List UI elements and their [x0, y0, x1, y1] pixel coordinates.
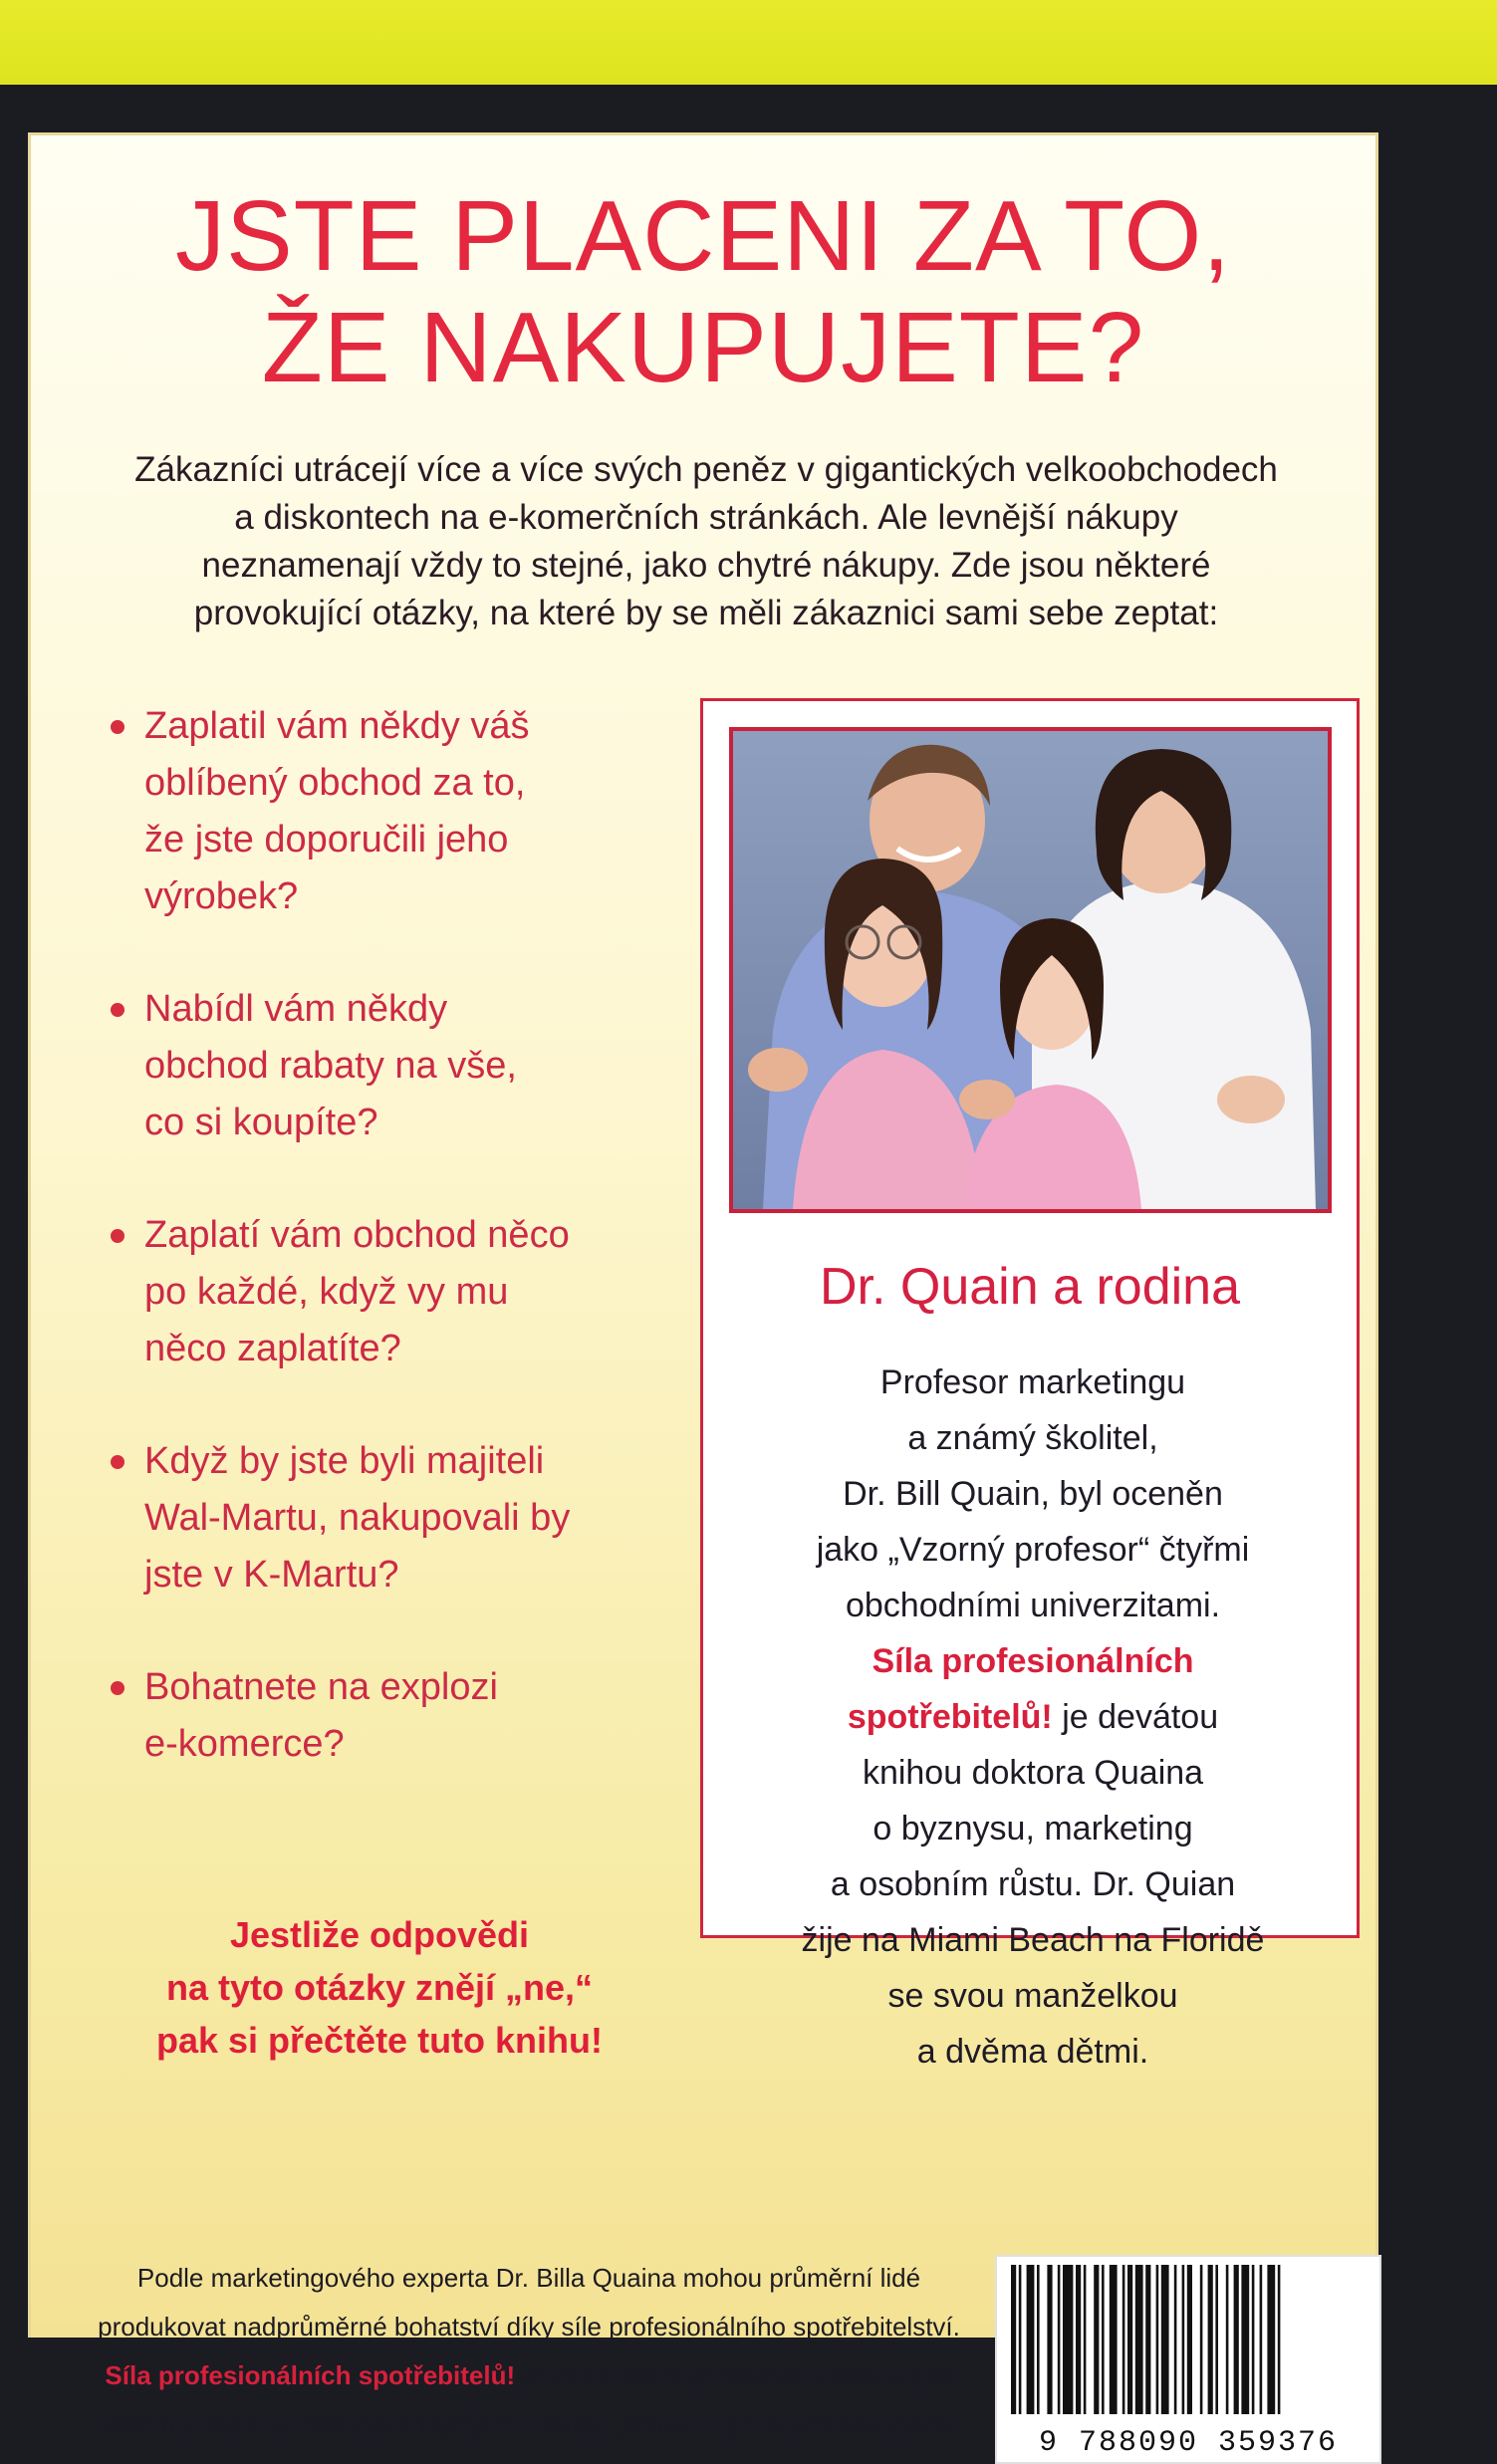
barcode-bar — [1019, 2265, 1022, 2414]
question-line: Když by jste byli majiteli — [144, 1440, 545, 1482]
barcode-bar — [1200, 2265, 1203, 2414]
bio-line: a osobním růstu. Dr. Quian — [830, 1865, 1236, 1903]
bullet-icon — [111, 1455, 125, 1469]
question-line: Wal-Martu, nakupovali by — [144, 1497, 571, 1539]
headline — [31, 180, 1375, 403]
question-line: oblíbený obchod za to, — [144, 762, 526, 804]
barcode-bar — [1102, 2265, 1105, 2414]
question-item — [109, 981, 666, 1151]
barcode-bar — [1027, 2265, 1035, 2414]
footer-line: Podle marketingového experta Dr. Billa Quaina mohou průměrní lidé — [136, 2263, 921, 2293]
question-line: Bohatnete na explozi — [144, 1666, 498, 1708]
barcode-bar — [1084, 2265, 1087, 2414]
question-line: e-komerce? — [144, 1723, 345, 1765]
barcode-bar — [1094, 2265, 1099, 2414]
intro-line: a diskontech na e-komerčních stránkách. Ale levnější nákupy — [234, 498, 1178, 537]
footer-blurb — [61, 2254, 997, 2449]
bio-line: a známý školitel, — [907, 1419, 1158, 1457]
cta-line: pak si přečtěte tuto knihu! — [155, 2020, 604, 2061]
family-photo-illustration — [733, 731, 1328, 1209]
barcode-bar — [1174, 2265, 1177, 2414]
question-line: co si koupíte? — [144, 1102, 378, 1143]
barcode-bar — [1076, 2265, 1081, 2414]
barcode-bar — [1156, 2265, 1159, 2414]
bio-book-title-2: spotřebitelů! — [847, 1698, 1053, 1736]
footer-book-title: Síla profesionálních spotřebitelů! — [105, 2360, 516, 2390]
barcode — [995, 2255, 1381, 2464]
question-item — [109, 1433, 666, 1603]
bio-line: Profesor marketingu — [879, 1363, 1186, 1401]
question-line: Zaplatil vám někdy váš — [144, 705, 530, 747]
cta-line: na tyto otázky znějí „ne,“ — [165, 1967, 594, 2008]
bio-line: jako „Vzorný profesor“ čtyřmi — [816, 1531, 1250, 1569]
book-back-cover — [28, 132, 1378, 2460]
bullet-icon — [111, 1229, 125, 1243]
bio-line: o byznysu, marketing — [873, 1810, 1193, 1848]
question-item — [109, 1207, 666, 1377]
bio-line — [723, 1689, 1343, 1745]
question-item — [109, 1659, 666, 1773]
bullet-icon — [111, 1003, 125, 1017]
bio-line: Dr. Bill Quain, byl oceněn — [843, 1475, 1223, 1513]
bio-line: obchodními univerzitami. — [845, 1587, 1221, 1624]
question-line: Zaplatí vám obchod něco — [144, 1214, 570, 1256]
bio-line: žije na Miami Beach na Floridě — [801, 1921, 1265, 1959]
footer-line: produkovat nadprůměrné bohatství díky síle profesionálního spotřebitelství. — [98, 2312, 960, 2341]
call-to-action — [71, 1908, 688, 2067]
barcode-bar — [1135, 2265, 1143, 2414]
bio-line: a dvěma dětmi. — [916, 2033, 1149, 2071]
question-line: že jste doporučili jeho — [144, 819, 509, 861]
barcode-bar — [1278, 2265, 1281, 2414]
author-box — [700, 698, 1360, 2071]
intro-line: Zákazníci utrácejí více a více svých peněz v gigantických velkoobchodech — [134, 450, 1278, 489]
cta-line: Jestliže odpovědi — [229, 1914, 530, 1955]
barcode-bar — [1037, 2265, 1040, 2414]
bio-book-title: Síla profesionálních — [872, 1642, 1194, 1680]
barcode-bar — [1241, 2265, 1249, 2414]
barcode-bar — [1215, 2265, 1218, 2414]
bio-line: knihou doktora Quaina — [862, 1754, 1204, 1792]
barcode-bar — [1260, 2265, 1263, 2414]
family-photo — [729, 727, 1332, 1213]
question-line: něco zaplatíte? — [144, 1328, 401, 1369]
question-line: výrobek? — [144, 875, 299, 917]
barcode-bar — [1110, 2265, 1118, 2414]
barcode-bar — [1058, 2265, 1061, 2414]
bullet-icon — [111, 720, 125, 734]
author-heading: Dr. Quain a rodina — [819, 1258, 1241, 1316]
author-bio — [723, 1355, 1343, 2080]
barcode-bar — [1234, 2265, 1239, 2414]
question-line: po každé, když vy mu — [144, 1271, 509, 1313]
bullet-icon — [111, 1681, 125, 1695]
bio-line-rest: je devátou — [1052, 1698, 1219, 1736]
barcode-number: 9 788090 359376 — [1038, 2426, 1339, 2460]
barcode-bar — [1252, 2265, 1255, 2414]
footer-line: všechny, kteří by rádi vytvořili příjem – místo „odlivu“ – při svých nákupech. — [100, 2409, 958, 2439]
question-line: Nabídl vám někdy — [144, 988, 448, 1030]
headline-line-1: JSTE PLACENI ZA TO, — [174, 180, 1232, 292]
footer-line — [61, 2351, 997, 2400]
barcode-bar — [1182, 2265, 1185, 2414]
question-line: obchod rabaty na vše, — [144, 1045, 517, 1087]
top-yellow-band — [0, 0, 1497, 85]
barcode-bar — [1127, 2265, 1132, 2414]
headline-line-2: ŽE NAKUPUJETE? — [261, 292, 1145, 403]
question-line: jste v K-Martu? — [144, 1554, 399, 1596]
intro-paragraph — [71, 446, 1342, 637]
questions-list — [109, 698, 666, 1829]
barcode-bar — [1145, 2265, 1150, 2414]
barcode-bar — [1187, 2265, 1192, 2414]
barcode-bar — [1267, 2265, 1275, 2414]
barcode-bar — [1123, 2265, 1125, 2414]
barcode-bar — [1208, 2265, 1213, 2414]
barcode-bar — [1161, 2265, 1169, 2414]
intro-line: provokující otázky, na které by se měli zákaznici sami sebe zeptat: — [193, 594, 1219, 632]
intro-line: neznamenají vždy to stejné, jako chytré nákupy. Zde jsou některé — [201, 546, 1211, 585]
bio-line: se svou manželkou — [887, 1977, 1178, 2015]
barcode-bar — [1011, 2265, 1016, 2414]
barcode-bar — [1226, 2265, 1229, 2414]
barcode-bar — [1047, 2265, 1052, 2414]
barcode-bar — [1063, 2265, 1073, 2414]
barcode-bars — [997, 2257, 1379, 2416]
question-item — [109, 698, 666, 925]
footer-line-rest: je kniha, která je povinnou četbou pro — [515, 2360, 953, 2390]
